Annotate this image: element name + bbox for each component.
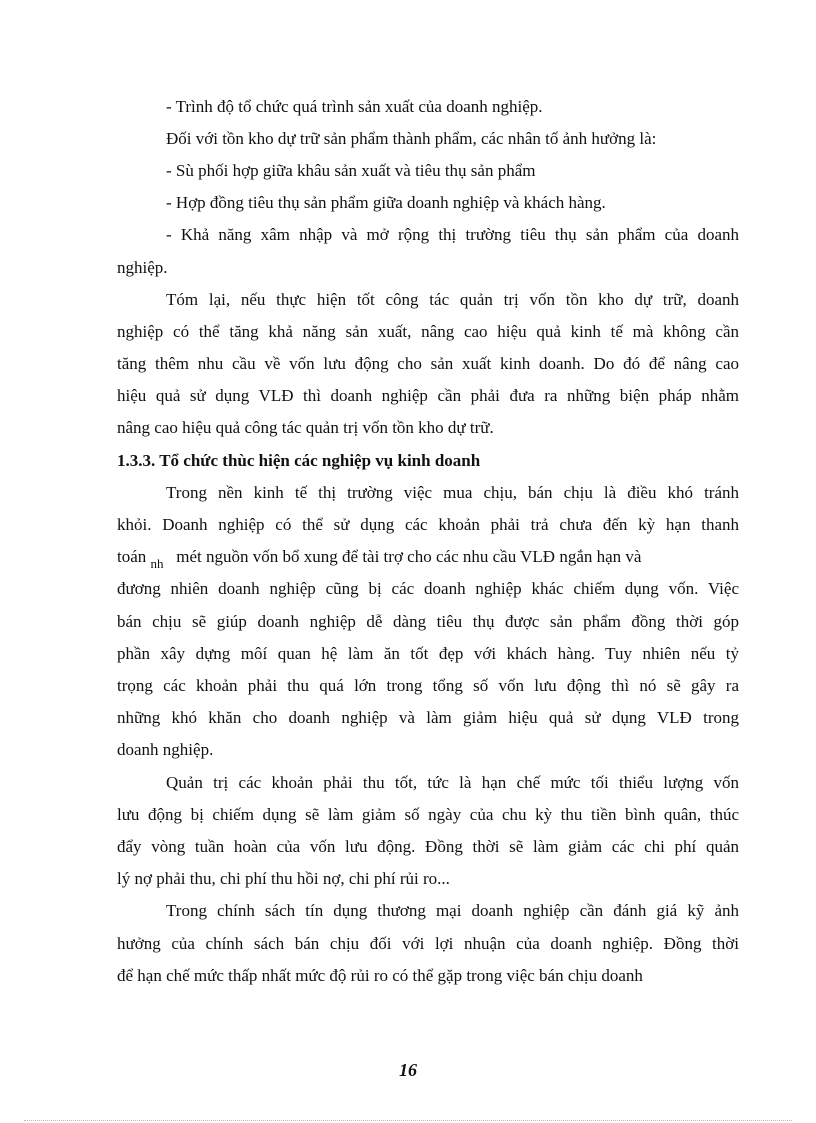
text-line: Quản trị các khoản phải thu tốt, tức là hạn chế mức tối thiểu lượng vốn [166, 773, 739, 792]
text-line: hiệu quả sử dụng VLĐ thì doanh nghiệp cần phải đưa ra những biện pháp nhằm [117, 386, 739, 405]
text-line [117, 546, 739, 569]
text-line: tăng thêm nhu cầu về vốn lưu động cho sản xuất kinh doanh. Do đó để nâng cao [117, 354, 739, 373]
text-line: lý nợ phải thu, chi phí thu hồi nợ, chi phí rủi ro... [117, 869, 450, 888]
text-line: phần xây dựng môí quan hệ làm ăn tốt đẹp với khách hàng. Tuy nhiên nếu tỷ [117, 644, 739, 663]
bullet-line: - Sù phối hợp giữa khâu sản xuất và tiêu thụ sản phẩm [166, 161, 536, 180]
text-line: đương nhiên doanh nghiệp cũng bị các doanh nghiệp khác chiếm dụng vốn. Việc [117, 579, 739, 598]
bullet-line: - Khả năng xâm nhập và mở rộng thị trường tiêu thụ sản phẩm của doanh [166, 225, 739, 244]
page-bottom-divider [24, 1120, 792, 1121]
text-line: đẩy vòng tuần hoàn của vốn lưu động. Đồng thời sẽ làm giảm các chi phí quản [117, 837, 739, 856]
page-number: 16 [399, 1060, 417, 1080]
text-line: trọng các khoản phải thu quá lớn trong tổng số vốn lưu động thì nó sẽ gây ra [117, 676, 739, 695]
text-line: Tóm lại, nếu thực hiện tốt công tác quản trị vốn tồn kho dự trữ, doanh [166, 290, 739, 309]
text-line: doanh nghiệp. [117, 740, 214, 759]
text-fragment: mét nguồn vốn bổ xung để tài trợ cho các nhu cầu VLĐ ngắn hạn và [176, 547, 642, 566]
stray-subscript: nh [150, 556, 164, 571]
text-line: để hạn chế mức thấp nhất mức độ rủi ro có thể gặp trong việc bán chịu doanh [117, 966, 643, 985]
section-heading: 1.3.3. Tổ chức thùc hiện các nghiệp vụ kinh doanh [117, 451, 481, 470]
text-line: bán chịu sẽ giúp doanh nghiệp dễ dàng tiêu thụ được sản phẩm đồng thời góp [117, 612, 739, 631]
text-line: hưởng của chính sách bán chịu đối với lợi nhuận của doanh nghiệp. Đồng thời [117, 934, 739, 953]
text-line: nghiệp có thể tăng khả năng sản xuất, nâng cao hiệu quả kinh tế mà không cần [117, 322, 739, 341]
text-line: lưu động bị chiếm dụng sẽ làm giảm số ngày của chu kỳ thu tiền bình quân, thúc [117, 805, 739, 824]
bullet-line: - Trình độ tổ chức quá trình sản xuất của doanh nghiệp. [166, 97, 543, 116]
text-line: Trong chính sách tín dụng thương mại doanh nghiệp cần đánh giá kỹ ảnh [166, 901, 739, 920]
text-line: Đối với tồn kho dự trữ sản phẩm thành phẩm, các nhân tố ảnh hưởng là: [166, 129, 657, 148]
bullet-line: - Hợp đồng tiêu thụ sản phẩm giữa doanh nghiệp và khách hàng. [166, 193, 606, 212]
text-line: Trong nền kinh tế thị trường việc mua chịu, bán chịu là điều khó tránh [166, 483, 739, 502]
text-line: nghiệp. [117, 258, 168, 277]
text-fragment: toán [117, 547, 147, 566]
text-line: khỏi. Doanh nghiệp có thể sử dụng các khoản phải trả chưa đến kỳ hạn thanh [117, 515, 739, 534]
text-line: những khó khăn cho doanh nghiệp và làm giảm hiệu quả sử dụng VLĐ trong [117, 708, 739, 727]
text-line: nâng cao hiệu quả công tác quản trị vốn tồn kho dự trữ. [117, 418, 494, 437]
